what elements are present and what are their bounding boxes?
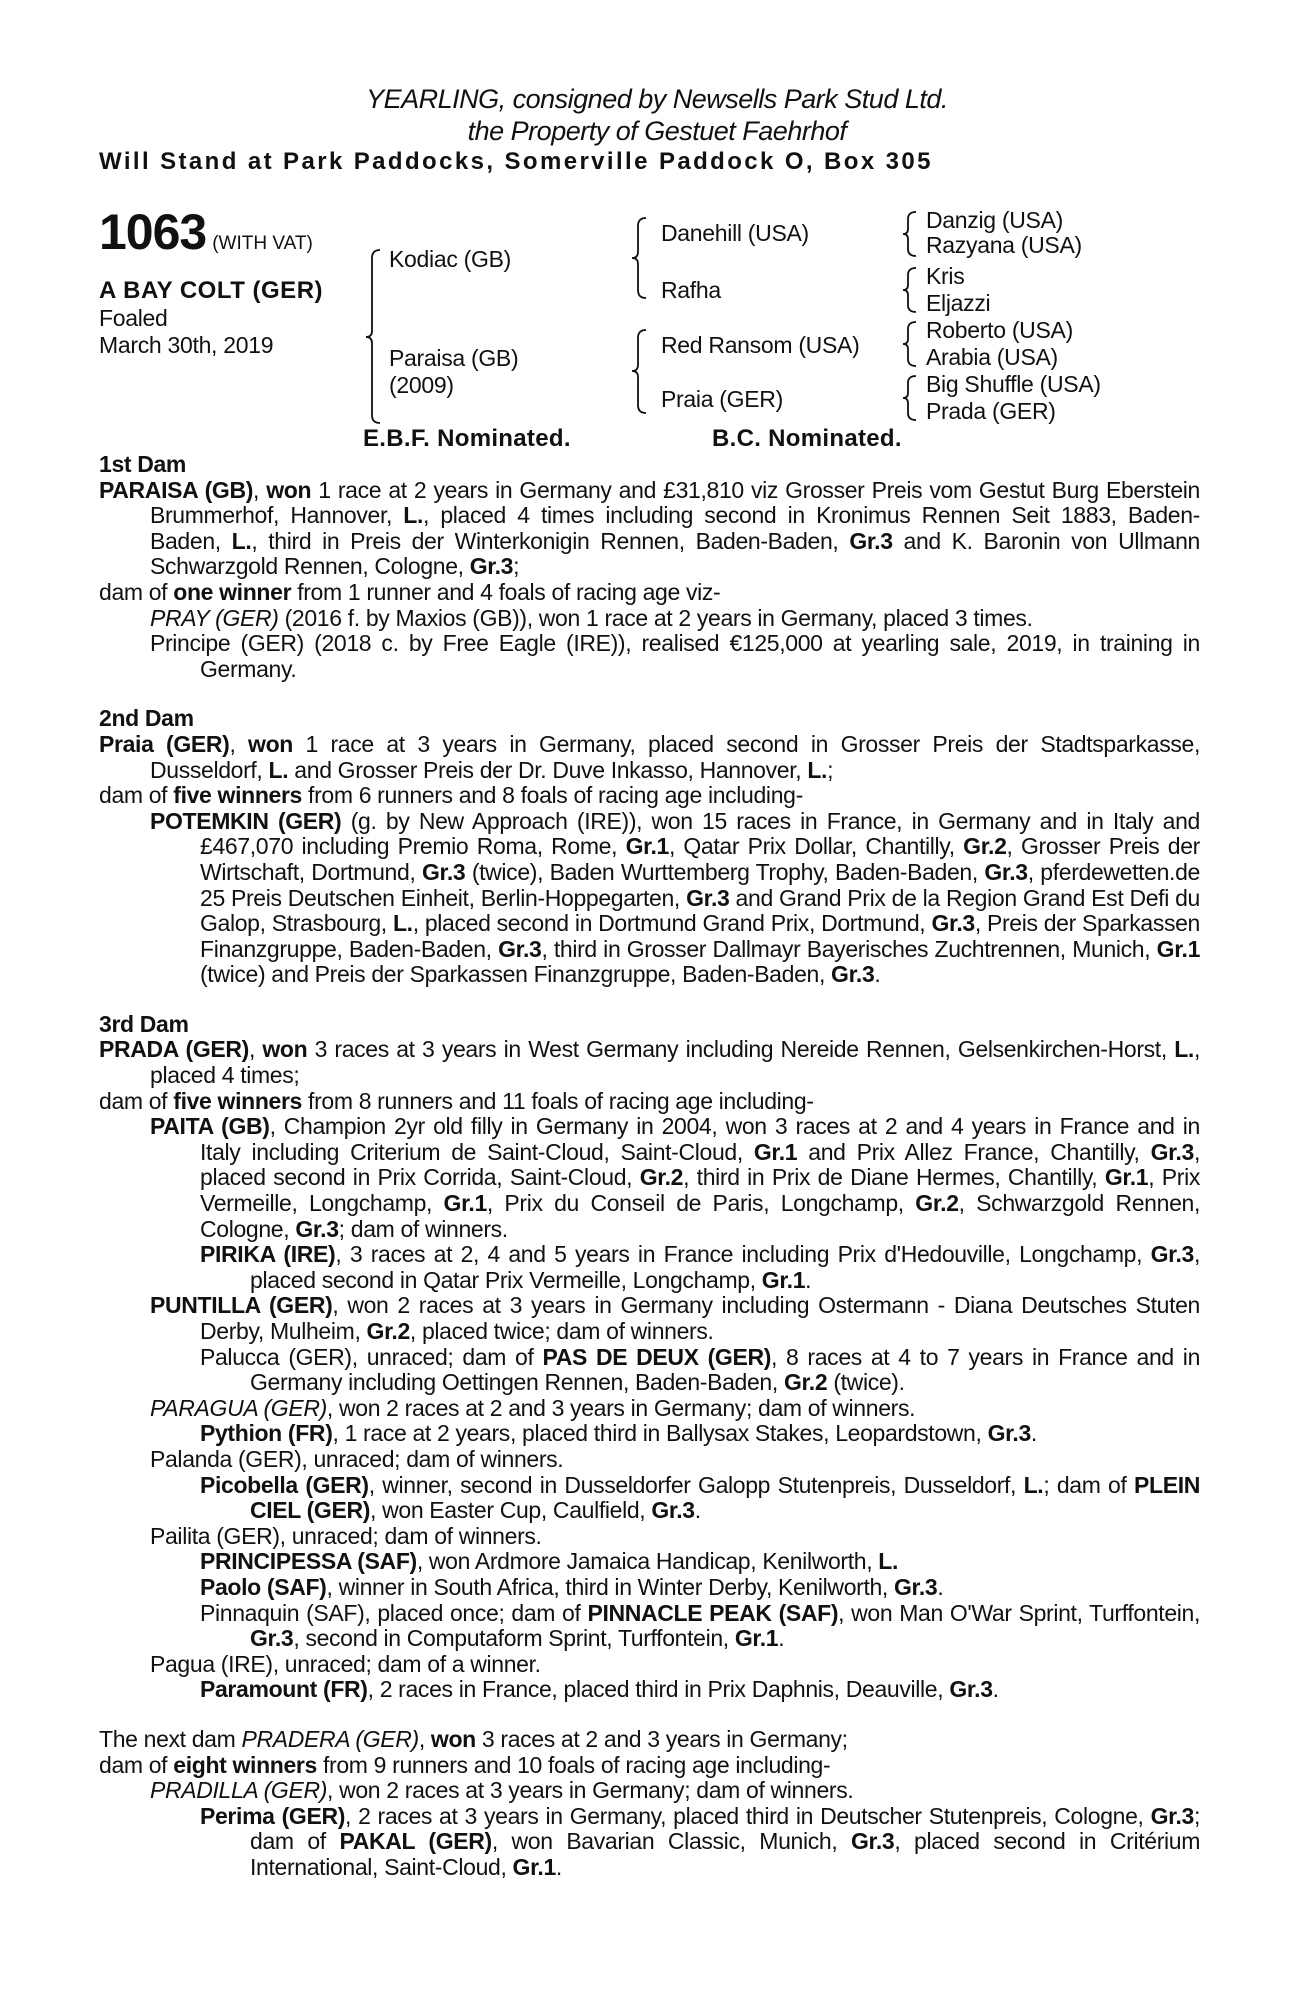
text-run: , placed second in Critérium International, Saint-Cloud, [250, 1828, 1201, 1880]
text-run: (twice) and Preis der Sparkassen Finanzgruppe, Baden-Baden, [200, 961, 832, 988]
bold-text: PUNTILLA (GER) [150, 1292, 333, 1319]
bold-text: Gr.3 [686, 884, 730, 911]
text-run: from 1 runner and 4 foals of racing age viz- [291, 578, 721, 605]
sire-name: Kodiac (GB) [389, 246, 511, 272]
foaled-label: Foaled [99, 305, 168, 331]
bold-text: PLEIN CIEL (GER) [250, 1471, 1200, 1524]
brace-icon [903, 212, 916, 256]
text-run: dam of [99, 578, 174, 605]
produce-entry [99, 783, 1200, 809]
pedigree-braces [0, 0, 1314, 460]
produce-entry [99, 580, 1200, 606]
text-run: , third in Preis der Winterkonigin Rennen, Baden-Baden, [251, 527, 850, 554]
produce-entry [99, 478, 1200, 580]
text-run: , 3 races at 2, 4 and 5 years in France including Prix d'Hedouville, Longchamp, [335, 1241, 1151, 1268]
produce-entry [99, 1421, 1200, 1447]
bold-text: Gr.3 [1150, 1138, 1194, 1165]
brace-icon [903, 268, 916, 312]
bold-text: Gr.3 [498, 935, 542, 962]
brace-icon [903, 376, 916, 420]
text-run: , placed second in Qatar Prix Vermeille, Longchamp, [250, 1241, 1201, 1293]
ancestor-name: Arabia (USA) [926, 344, 1058, 370]
bold-text: Gr.3 [1150, 1802, 1194, 1829]
produce-record [99, 452, 1200, 1880]
ancestor-name: Razyana (USA) [926, 232, 1082, 258]
text-run: , won Man O'War Sprint, Turffontein, [838, 1599, 1200, 1626]
property-line: the Property of Gestuet Faehrhof [467, 116, 847, 146]
dam-section [99, 1727, 1200, 1881]
dam-section [99, 452, 1200, 682]
bold-text: Picobella (GER) [200, 1471, 369, 1498]
bold-text: Gr.1 [443, 1190, 487, 1217]
text-run: , won 2 races at 3 years in Germany; dam of winners. [327, 1777, 854, 1804]
text-run: , placed second in Prix Corrida, Saint-Cloud, [200, 1138, 1200, 1191]
text-run: and Grand Prix de la Region Grand Est Defi du Galop, Strasbourg, [200, 884, 1200, 937]
text-run: (twice). [827, 1369, 905, 1396]
text-run: , won Ardmore Jamaica Handicap, Kenilworth, [416, 1548, 879, 1575]
text-run: from 9 runners and 10 foals of racing age including- [316, 1751, 831, 1778]
bold-text: five winners [173, 782, 303, 809]
ebf-nomination: E.B.F. Nominated. [363, 425, 571, 452]
text-run: . [778, 1625, 785, 1652]
bold-text: won [248, 730, 293, 757]
ancestor-name: Danzig (USA) [926, 207, 1063, 233]
ancestor-name: Big Shuffle (USA) [926, 371, 1101, 397]
text-run: , Grosser Preis der Wirtschaft, Dortmund, [200, 833, 1200, 885]
ancestor-name: Prada (GER) [926, 398, 1056, 424]
text-run: , won 2 races at 3 years in Germany including Ostermann - Diana Deutsches Stuten Derby, Mulheim, [200, 1292, 1200, 1344]
dam-section [99, 706, 1200, 988]
produce-entry [99, 1345, 1200, 1396]
bold-text: PAS DE DEUX (GER) [542, 1343, 772, 1370]
text-run: , placed 4 times; [150, 1036, 1200, 1089]
produce-entry [99, 1242, 1200, 1293]
text-run: , placed twice; dam of winners. [409, 1318, 714, 1344]
produce-entry [99, 809, 1200, 988]
text-run: , 2 races in France, placed third in Prix Daphnis, Deauville, [367, 1676, 950, 1703]
text-run: 3 races at 2 and 3 years in Germany; [475, 1725, 848, 1752]
produce-entry [99, 1114, 1200, 1242]
bold-text: Gr.3 [851, 1828, 895, 1855]
foaled-date: March 30th, 2019 [99, 332, 274, 358]
produce-entry [99, 1549, 1200, 1575]
bold-text: Pythion (FR) [200, 1420, 333, 1447]
text-run: Palucca (GER), unraced; dam of [200, 1343, 543, 1370]
text-run: , third in Grosser Dallmayr Bayerisches Zuchtrennen, Munich, [541, 935, 1157, 962]
bold-text: PAITA (GB) [150, 1113, 270, 1140]
bold-text: Gr.1 [753, 1138, 798, 1165]
produce-entry [99, 1601, 1200, 1652]
produce-entry [99, 1677, 1200, 1703]
produce-entry [99, 1575, 1200, 1601]
dam-sire-name: Red Ransom (USA) [661, 332, 860, 358]
bold-text: Paolo (SAF) [200, 1573, 327, 1600]
bold-text: PRADA (GER) [99, 1036, 249, 1063]
text-run: . [694, 1497, 701, 1524]
bold-text: Gr.3 [849, 527, 893, 554]
produce-entry [99, 631, 1200, 682]
text-run: ; dam of [250, 1802, 1200, 1855]
bc-nomination: B.C. Nominated. [712, 425, 902, 452]
bold-text: PINNACLE PEAK (SAF) [587, 1599, 839, 1626]
text-run: 3 races at 3 years in West Germany including Nereide Rennen, Gelsenkirchen-Horst, [307, 1036, 1175, 1063]
text-run: ; dam of winners. [338, 1215, 508, 1242]
text-run: , placed second in Dortmund Grand Prix, Dortmund, [412, 910, 932, 937]
bold-text: Gr.1 [734, 1625, 779, 1652]
text-run: , pferdewetten.de 25 Preis Deutschen Einheit, Berlin-Hoppegarten, [200, 858, 1200, 911]
ancestor-name: Kris [926, 263, 965, 289]
bold-text: Gr.3 [949, 1676, 993, 1703]
lot-number: 1063 [99, 204, 207, 260]
text-run: from 6 runners and 8 foals of racing age including- [302, 782, 803, 809]
bold-text: L. [403, 502, 424, 529]
italic-text: PRAY (GER) [150, 604, 279, 631]
bold-text: Gr.1 [1156, 935, 1201, 962]
produce-entry [99, 1473, 1200, 1524]
text-run: . [874, 961, 881, 988]
text-run: , winner, second in Dusseldorfer Galopp Stutenpreis, Dusseldorf, [368, 1471, 1024, 1498]
dam-section [99, 1012, 1200, 1703]
text-run: ; dam of [1043, 1471, 1135, 1498]
bold-text: Gr.3 [1150, 1241, 1194, 1268]
bold-text: Gr.3 [987, 1420, 1031, 1447]
bold-text: one winner [173, 578, 292, 605]
bold-text: L. [1174, 1036, 1194, 1063]
text-run: (2016 f. by Maxios (GB)), won 1 race at 2 years in Germany, placed 3 times. [278, 604, 1033, 631]
bold-text: L. [268, 756, 289, 783]
produce-entry [99, 1396, 1200, 1422]
text-run: dam of [99, 1087, 174, 1114]
bold-text: L. [878, 1548, 899, 1575]
bold-text: POTEMKIN (GER) [150, 807, 342, 834]
text-run: Pagua (IRE), unraced; dam of a winner. [150, 1650, 541, 1677]
bold-text: Gr.3 [831, 961, 875, 988]
text-run: , winner in South Africa, third in Winter Derby, Kenilworth, [326, 1573, 895, 1600]
text-run: , Champion 2yr old filly in Germany in 2004, won 3 races at 2 and 4 years in France and in Italy including Criterium de Saint-Cloud, Saint-Cloud, [200, 1113, 1200, 1165]
text-run: . [937, 1573, 944, 1600]
text-run: , won Bavarian Classic, Munich, [491, 1828, 851, 1855]
text-run: , third in Prix de Diane Hermes, Chantilly, [683, 1164, 1105, 1191]
bold-text: won [266, 476, 312, 503]
text-run: dam of [99, 1751, 174, 1778]
produce-entry [99, 732, 1200, 783]
produce-entry [99, 1447, 1200, 1473]
brace-icon [903, 322, 916, 366]
text-run: Pinnaquin (SAF), placed once; dam of [200, 1599, 588, 1626]
text-run: , Schwarzgold Rennen, Cologne, [200, 1190, 1200, 1242]
bold-text: PARAISA (GB) [99, 476, 254, 503]
text-run: , second in Computaform Sprint, Turffontein, [293, 1625, 735, 1652]
text-run: , won Easter Cup, Caulfield, [370, 1497, 652, 1524]
bold-text: Gr.3 [469, 553, 514, 580]
text-run: , [418, 1725, 431, 1752]
bold-text: Gr.1 [761, 1266, 806, 1293]
bold-text: L. [1023, 1471, 1044, 1498]
bold-text: Gr.3 [421, 858, 466, 885]
bold-text: eight winners [173, 1751, 317, 1778]
text-run: , [253, 476, 267, 503]
produce-entry [99, 1753, 1200, 1779]
bold-text: Gr.2 [963, 833, 1007, 860]
text-run: 1 race at 3 years in Germany, placed second in Grosser Preis der Stadtsparkasse, Dusseldorf, [150, 730, 1200, 783]
text-run: dam of [99, 782, 174, 809]
bold-text: Gr.3 [651, 1497, 695, 1524]
bold-text: five winners [173, 1087, 303, 1114]
text-run: and Prix Allez France, Chantilly, [797, 1138, 1151, 1165]
bold-text: Praia (GER) [99, 730, 230, 757]
section-heading: 3rd Dam [99, 1010, 189, 1037]
bold-text: Gr.3 [931, 910, 975, 937]
bold-text: won [262, 1036, 308, 1063]
bold-text: PAKAL (GER) [339, 1828, 492, 1855]
text-run: from 8 runners and 11 foals of racing age including- [302, 1087, 814, 1114]
text-run: (g. by New Approach (IRE)), won 15 races in France, in Germany and in Italy and £467,070 including Premio Roma, Rome, [200, 807, 1200, 860]
dam-name: Paraisa (GB) [389, 345, 519, 371]
produce-entry [99, 1727, 1200, 1753]
bold-text: Gr.1 [512, 1853, 556, 1880]
bold-text: Gr.3 [894, 1573, 938, 1600]
consignor-line: YEARLING, consigned by Newsells Park Stud Ltd. [366, 84, 948, 114]
text-run: , Prix Vermeille, Longchamp, [200, 1164, 1200, 1217]
text-run: , 2 races at 3 years in Germany, placed third in Deutscher Stutenpreis, Cologne, [345, 1802, 1151, 1829]
text-run: and Grosser Preis der Dr. Duve Inkasso, Hannover, [288, 756, 808, 783]
text-run: 1 race at 2 years in Germany and £31,810 viz Grosser Preis vom Gestut Burg Eberstein Brummerhof, Hannover, [150, 476, 1200, 529]
produce-entry [99, 1037, 1200, 1088]
text-run: , won 2 races at 2 and 3 years in Germany; dam of winners. [326, 1394, 916, 1421]
bold-text: L. [231, 527, 252, 554]
produce-entry [99, 1293, 1200, 1344]
vat-note: (WITH VAT) [212, 233, 313, 254]
bold-text: Gr.2 [366, 1318, 410, 1344]
produce-entry [99, 1778, 1200, 1804]
ancestor-name: Roberto (USA) [926, 317, 1073, 343]
sire-dam-name: Rafha [661, 277, 721, 303]
produce-entry [99, 1652, 1200, 1678]
lot-description: A BAY COLT (GER) [99, 277, 324, 304]
section-heading: 2nd Dam [99, 705, 194, 732]
dam-year: (2009) [389, 372, 454, 398]
text-run: . [992, 1676, 999, 1703]
text-run: and K. Baronin von Ullmann Schwarzgold Rennen, Cologne, [150, 527, 1200, 580]
text-run: . [1030, 1420, 1037, 1447]
bold-text: PRINCIPESSA (SAF) [200, 1548, 417, 1575]
dam-dam-name: Praia (GER) [661, 386, 783, 412]
text-run: . [805, 1266, 812, 1293]
bold-text: Gr.3 [984, 858, 1028, 885]
italic-text: PRADILLA (GER) [150, 1777, 328, 1804]
text-run: , Preis der Sparkassen Finanzgruppe, Baden-Baden, [200, 910, 1201, 962]
text-run: ; [827, 756, 834, 783]
bold-text: Paramount (FR) [200, 1676, 368, 1703]
text-run: , Qatar Prix Dollar, Chantilly, [668, 833, 964, 860]
bold-text: won [430, 1725, 476, 1752]
brace-icon [632, 218, 646, 298]
bold-text: L. [807, 756, 828, 783]
text-run: , Prix du Conseil de Paris, Longchamp, [486, 1190, 916, 1217]
text-run: Pailita (GER), unraced; dam of winners. [150, 1522, 542, 1549]
bold-text: Gr.3 [250, 1625, 294, 1652]
produce-entry [99, 1804, 1200, 1881]
text-run: . [555, 1853, 562, 1880]
produce-entry [99, 606, 1200, 632]
text-run: The next dam [99, 1725, 242, 1752]
italic-text: PRADERA (GER) [241, 1725, 419, 1752]
produce-entry [99, 1524, 1200, 1550]
text-run: , placed 4 times including second in Kronimus Rennen Seit 1883, Baden-Baden, [150, 502, 1200, 554]
text-run: (twice), Baden Wurttemberg Trophy, Baden-Baden, [465, 858, 985, 885]
bold-text: Gr.2 [915, 1190, 959, 1217]
section-heading: 1st Dam [99, 451, 187, 477]
brace-icon [632, 330, 646, 413]
bold-text: Perima (GER) [200, 1802, 346, 1829]
bold-text: L. [392, 910, 413, 937]
stabling-location: Will Stand at Park Paddocks, Somerville Paddock O, Box 305 [99, 148, 933, 175]
text-run: , [248, 1036, 263, 1063]
italic-text: PARAGUA (GER) [150, 1394, 327, 1421]
bold-text: Gr.2 [783, 1369, 828, 1396]
sire-sire-name: Danehill (USA) [661, 220, 809, 246]
bold-text: Gr.3 [295, 1215, 339, 1242]
text-run: , 8 races at 4 to 7 years in France and in Germany including Oettingen Rennen, Baden-Baden, [250, 1343, 1201, 1396]
text-run: Palanda (GER), unraced; dam of winners. [150, 1445, 564, 1472]
bold-text: Gr.1 [1104, 1164, 1149, 1191]
bold-text: Gr.2 [639, 1164, 684, 1191]
brace-icon [366, 250, 380, 423]
text-run: ; [513, 553, 520, 580]
text-run: , 1 race at 2 years, placed third in Ballysax Stakes, Leopardstown, [332, 1420, 988, 1447]
bold-text: PIRIKA (IRE) [200, 1241, 336, 1268]
ancestor-name: Eljazzi [926, 290, 991, 316]
bold-text: Gr.1 [625, 833, 669, 860]
text-run: Principe (GER) (2018 c. by Free Eagle (IRE)), realised €125,000 at yearling sale, 2019, in training in Germany. [150, 630, 1200, 682]
produce-entry [99, 1089, 1200, 1115]
text-run: , [229, 730, 249, 757]
